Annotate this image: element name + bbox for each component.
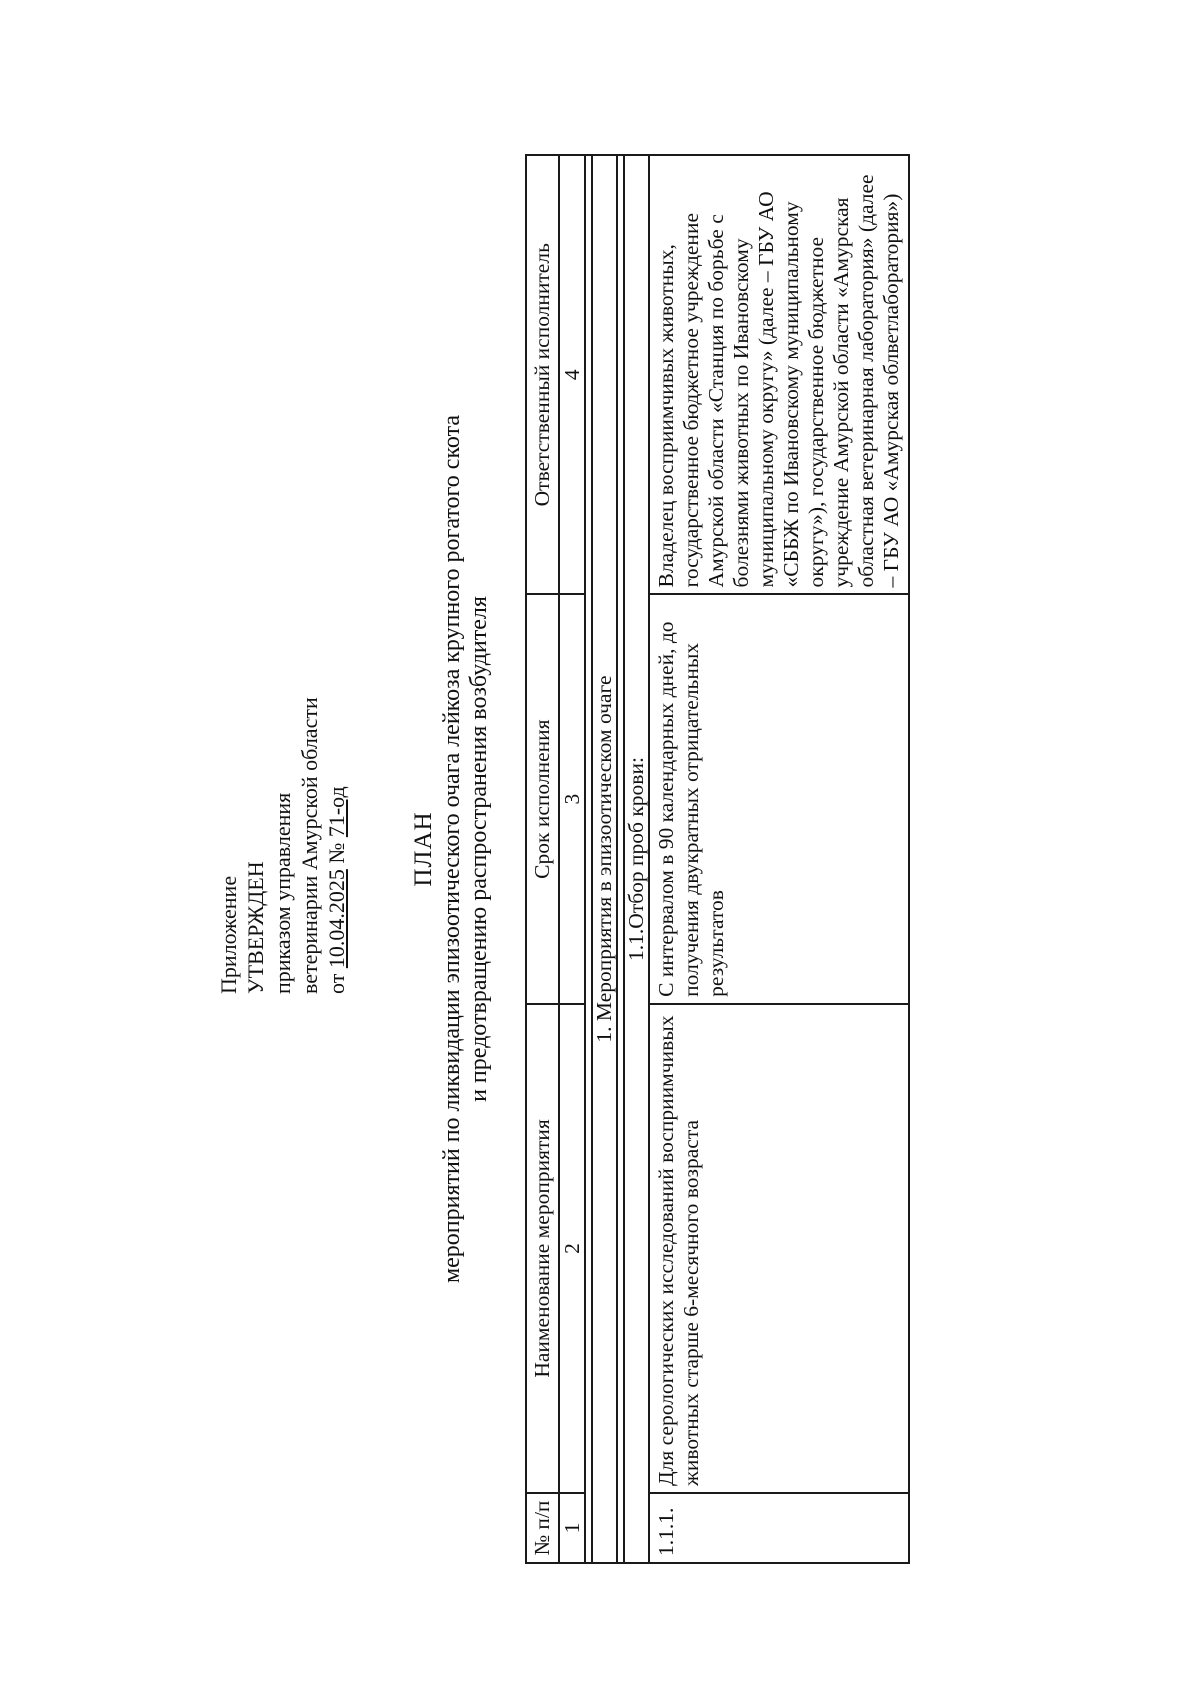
table-row xyxy=(649,155,909,1563)
spacer-row xyxy=(585,155,592,1563)
approval-line-order: приказом управления xyxy=(270,792,295,994)
document-page xyxy=(45,69,1155,1629)
section-row xyxy=(592,155,617,1563)
table-header-row xyxy=(526,155,559,1563)
header-term: Срок исполнения xyxy=(526,594,559,1003)
row-number: 1.1.1. xyxy=(649,1493,909,1563)
header-number: № п/п xyxy=(526,1493,559,1563)
row-term: С интервалом в 90 календарных дней, до получения двукратных отрицательных результатов xyxy=(649,594,909,1003)
approval-line-approved: УТВЕРЖДЕН xyxy=(243,861,268,994)
column-number-1: 1 xyxy=(559,1493,585,1563)
plan-title-line-2: и предотвращению распространения возбудителя xyxy=(466,596,492,1102)
column-number-3: 3 xyxy=(559,594,585,1003)
approval-date-prefix: от xyxy=(324,968,349,994)
header-responsible: Ответственный исполнитель xyxy=(526,155,559,594)
spacer-row xyxy=(617,155,624,1563)
plan-title-line-1: мероприятий по ликвидации эпизоотического очага лейкоза крупного рогатого скота xyxy=(439,414,465,1284)
approval-date: 10.04.2025 xyxy=(324,869,349,969)
approval-number-label: № xyxy=(324,837,349,870)
row-activity: Для серологических исследований восприимчивых животных старше 6-месячного возраста xyxy=(649,1004,909,1493)
approval-stamp xyxy=(215,697,350,994)
spacer-cell xyxy=(585,155,592,1563)
section-title: 1. Мероприятия в эпизоотическом очаге xyxy=(592,155,617,1563)
approval-line-appendix: Приложение xyxy=(216,875,241,994)
column-number-row xyxy=(559,155,585,1563)
column-number-4: 4 xyxy=(559,155,585,594)
plan-title-main: ПЛАН xyxy=(410,811,437,887)
subsection-title: 1.1.Отбор проб крови: xyxy=(624,155,649,1563)
approval-line-authority: ветеринарии Амурской области xyxy=(297,697,322,994)
row-responsible: Владелец восприимчивых животных, государственное бюджетное учреждение Амурской области «Станция по борьбе с болезнями животных по Ивановскому муниципальному округу» (далее – ГБУ АО «СББЖ по Ивановскому муниципальному округу»), государственное бюджетное учреждение Амурской области «Амурская областная ветеринарная лаборатория» (далее – ГБУ АО «Амурская облветлаборатория») xyxy=(649,155,909,594)
header-activity: Наименование мероприятия xyxy=(526,1004,559,1493)
spacer-cell xyxy=(617,155,624,1563)
approval-number: 71-од xyxy=(324,786,349,838)
approval-line-date xyxy=(323,697,350,994)
column-number-2: 2 xyxy=(559,1004,585,1493)
plan-title xyxy=(410,69,493,1629)
plan-table xyxy=(525,154,910,1564)
subsection-row xyxy=(624,155,649,1563)
